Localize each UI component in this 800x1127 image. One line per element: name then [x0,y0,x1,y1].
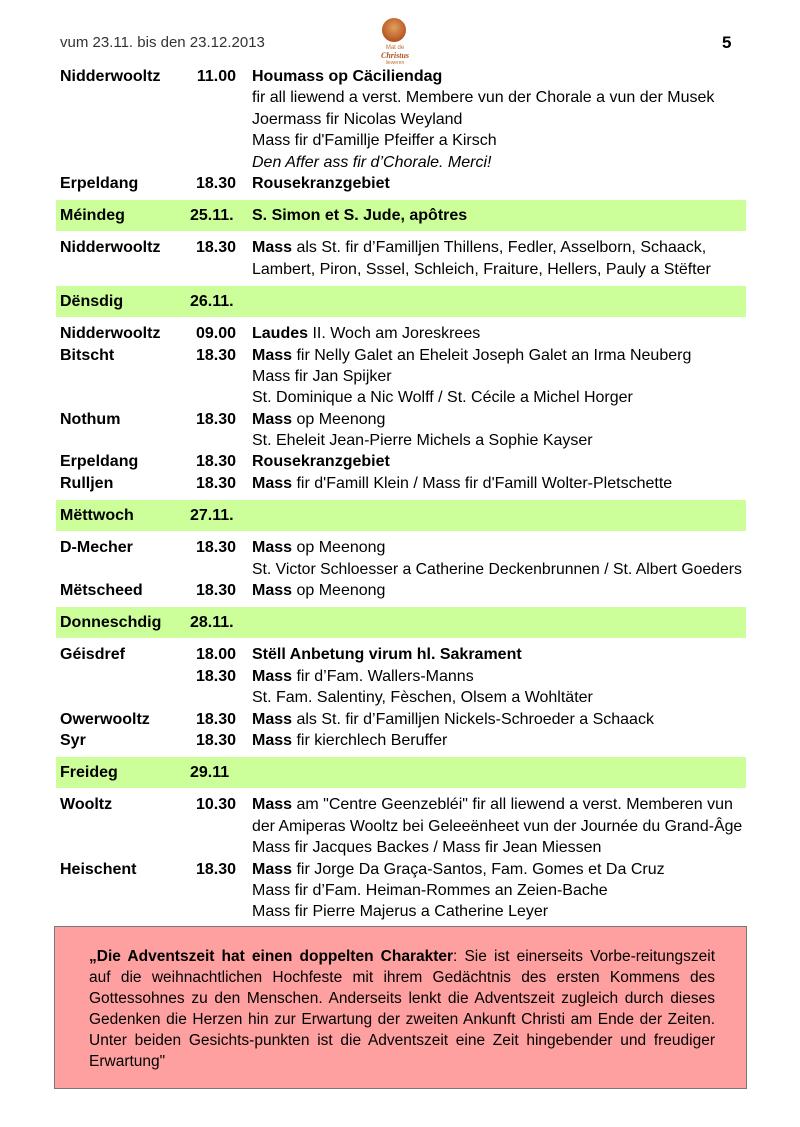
advent-quote [89,946,715,1072]
entry-block [56,794,746,922]
service-text: Den Affer ass fir d’Chorale. Merci! [252,153,492,171]
service-description [252,237,706,258]
service-text: fir all liewend a verst. Membere vun der Chorale a vun der Musek [252,89,715,107]
day-header [56,757,746,788]
parish-logo [372,18,422,64]
logo-emblem-icon [382,18,406,42]
quote-lead: „Die Adventszeit hat einen doppelten Charakter [89,948,454,965]
service-description [252,901,548,922]
service-description [252,451,390,472]
service-description [252,837,601,858]
service-text: Mass fir d'Famillje Pfeiffer a Kirsch [252,132,497,150]
schedule-line [56,152,746,173]
service-description [252,559,742,580]
mass-time: 18.30 [195,860,236,878]
location-name: Erpeldang [60,453,139,471]
service-text: fir d’Fam. Wallers-Manns [292,667,474,685]
mass-time: 18.30 [195,539,236,557]
service-text: als St. fir d’Familljen Nickels-Schroeder a Schaack [292,710,654,728]
mass-time: 18.00 [195,646,236,664]
day-name: Donneschdig [60,614,162,632]
mass-time: 10.30 [195,796,236,814]
service-type: Mass [252,710,293,728]
entry-block [56,323,746,494]
service-description [252,323,480,344]
schedule-line [56,87,746,108]
service-text: der Amiperas Wooltz bei Geleeënheet vun der Journée du Grand-Âge [252,817,743,835]
service-text: fir Nelly Galet an Eheleit Joseph Galet an Irma Neuberg [292,346,692,364]
day-date: 29.11 [190,764,230,782]
location-name: Nidderwooltz [60,68,161,85]
service-description [252,345,691,366]
day-header [56,286,746,317]
location-name: Nidderwooltz [60,239,161,257]
mass-schedule [56,66,746,923]
service-description [252,537,385,558]
service-text: St. Victor Schloesser a Catherine Deckenbrunnen / St. Albert Goeders [252,560,742,578]
mass-time: 18.30 [195,667,236,685]
mass-time: 18.30 [195,239,236,257]
service-text: St. Eheleit Jean-Pierre Michels a Sophie Kayser [252,432,593,450]
schedule-line [56,345,746,366]
service-type: Mass [252,796,293,814]
service-text: St. Dominique a Nic Wolff / St. Cécile a Michel Horger [252,389,633,407]
service-description [252,87,714,108]
service-text: fir d'Famill Klein / Mass fir d'Famill Wolter-Pletschette [292,474,673,492]
schedule-line [56,730,746,751]
service-type: Stëll Anbetung virum hl. Sakrament [252,646,522,664]
day-date: 25.11. [190,207,234,225]
schedule-line [56,451,746,472]
service-description [252,687,593,708]
location-name: Owerwooltz [60,710,150,728]
header-date: vum 23.11. bis den 23.12.2013 [60,34,265,51]
schedule-line [56,816,746,837]
service-description [252,794,733,815]
location-name: Wooltz [60,796,113,814]
service-text: fir kierchlech Beruffer [292,731,448,749]
service-type: Mass [252,474,293,492]
schedule-line [56,409,746,430]
service-type: Mass [252,582,293,600]
schedule-line [56,473,746,494]
day-name: Freideg [60,764,118,782]
schedule-line [56,66,746,87]
day-header [56,500,746,531]
schedule-line [56,537,746,558]
schedule-line [56,837,746,858]
location-name: Heischent [60,860,137,878]
mass-time: 11.00 [196,68,236,85]
service-description [252,859,665,880]
schedule-line [56,430,746,451]
schedule-line [56,580,746,601]
schedule-line [56,880,746,901]
service-description [252,259,711,280]
logo-text-2: Christus [380,51,410,60]
service-description [252,66,442,87]
mass-time: 18.30 [195,582,236,600]
location-name: Erpeldang [60,174,139,192]
service-text: Mass fir d’Fam. Heiman-Rommes an Zeien-Bache [252,881,608,899]
service-text: Mass fir Jacques Backes / Mass fir Jean Miessen [252,839,602,857]
service-type: Laudes [252,325,309,343]
location-name: Mëtscheed [60,582,143,600]
service-description [252,666,474,687]
service-description [252,173,390,194]
mass-time: 18.30 [195,174,236,192]
entry-block [56,66,746,194]
schedule-line [56,130,746,151]
schedule-line [56,666,746,687]
service-description [252,152,491,173]
service-description [252,109,462,130]
service-text: op Meenong [292,539,386,557]
service-description [252,730,447,751]
mass-time: 18.30 [195,710,236,728]
service-text: Lambert, Piron, Sssel, Schleich, Fraiture, Hellers, Pauly a Stëfter [252,260,711,278]
schedule-line [56,387,746,408]
service-type: Rousekranzgebiet [252,453,390,471]
service-type: Mass [252,731,293,749]
service-description [252,580,385,601]
logo-text-3: lieweren [385,60,405,66]
quote-body: : Sie ist einerseits Vorbe-reitungszeit auf die weihnachtlichen Hochfeste mit ihrem Gedächtnis des ersten Kommens des Gottessohnes zu den Menschen. Anderseits lenkt die Adventszeit zugleich durch dieses Gedenken die Herzen hin zur Erwartung der zweiten Ankunft Christi am Ende der Zeiten. Unter beiden Gesichts-punkten ist die Adventszeit eine Zeit hingebender und freudiger Erwartung" [89,948,716,1070]
location-name: Bitscht [60,346,115,364]
service-type: Mass [252,667,293,685]
entry-block [56,237,746,280]
mass-time: 18.30 [195,474,236,492]
service-description [252,409,385,430]
service-type: Rousekranzgebiet [252,174,390,192]
location-name: Nidderwooltz [60,325,161,343]
day-header [56,607,746,638]
day-date: 26.11. [190,293,234,311]
service-type: Mass [252,410,293,428]
service-text: Joermass fir Nicolas Weyland [252,110,463,128]
day-name: Méindeg [60,207,125,225]
service-text: op Meenong [292,582,386,600]
service-description [252,473,672,494]
day-name: Dënsdig [60,293,124,311]
day-name: Mëttwoch [60,507,134,525]
service-description [252,816,742,837]
mass-time: 18.30 [195,453,236,471]
entry-block [56,644,746,751]
schedule-line [56,323,746,344]
mass-time: 18.30 [195,346,236,364]
day-date: 27.11. [190,507,234,525]
service-description [252,430,593,451]
logo-text-1: Mat de [385,45,405,51]
service-description [252,366,392,387]
schedule-line [56,559,746,580]
service-text: op Meenong [292,410,386,428]
advent-quote-box [54,926,747,1089]
service-description [252,644,522,665]
service-description [252,130,497,151]
service-type: Houmass op Cäciliendag [252,68,443,85]
location-name: Rulljen [60,474,114,492]
location-name: D-Mecher [60,539,133,557]
page-number: 5 [722,33,732,52]
day-title: S. Simon et S. Jude, apôtres [252,207,468,225]
service-text: St. Fam. Salentiny, Fèschen, Olsem a Wohltäter [252,689,593,707]
location-name: Nothum [60,410,121,428]
mass-time: 18.30 [195,731,236,749]
mass-time: 18.30 [195,410,236,428]
service-type: Mass [252,239,293,257]
schedule-line [56,109,746,130]
service-type: Mass [252,539,293,557]
schedule-line [56,859,746,880]
location-name: Syr [60,731,86,749]
service-description [252,387,633,408]
service-description [252,709,654,730]
service-text: Mass fir Pierre Majerus a Catherine Leyer [252,903,549,921]
service-text: als St. fir d’Familljen Thillens, Fedler, Asselborn, Schaack, [292,239,707,257]
location-name: Géisdref [60,646,125,664]
schedule-line [56,366,746,387]
service-text: II. Woch am Joreskrees [308,325,481,343]
service-type: Mass [252,860,293,878]
entry-block [56,537,746,601]
service-text: fir Jorge Da Graça-Santos, Fam. Gomes et Da Cruz [292,860,665,878]
schedule-line [56,901,746,922]
schedule-line [56,237,746,258]
mass-time: 09.00 [195,325,236,343]
service-text: am "Centre Geenzebléi" fir all liewend a verst. Memberen vun [292,796,733,814]
day-header [56,200,746,231]
service-type: Mass [252,346,293,364]
schedule-line [56,173,746,194]
service-text: Mass fir Jan Spijker [252,367,392,385]
day-date: 28.11. [190,614,234,632]
schedule-line [56,259,746,280]
service-description [252,880,608,901]
schedule-line [56,687,746,708]
schedule-line [56,794,746,815]
schedule-line [56,644,746,665]
schedule-line [56,709,746,730]
